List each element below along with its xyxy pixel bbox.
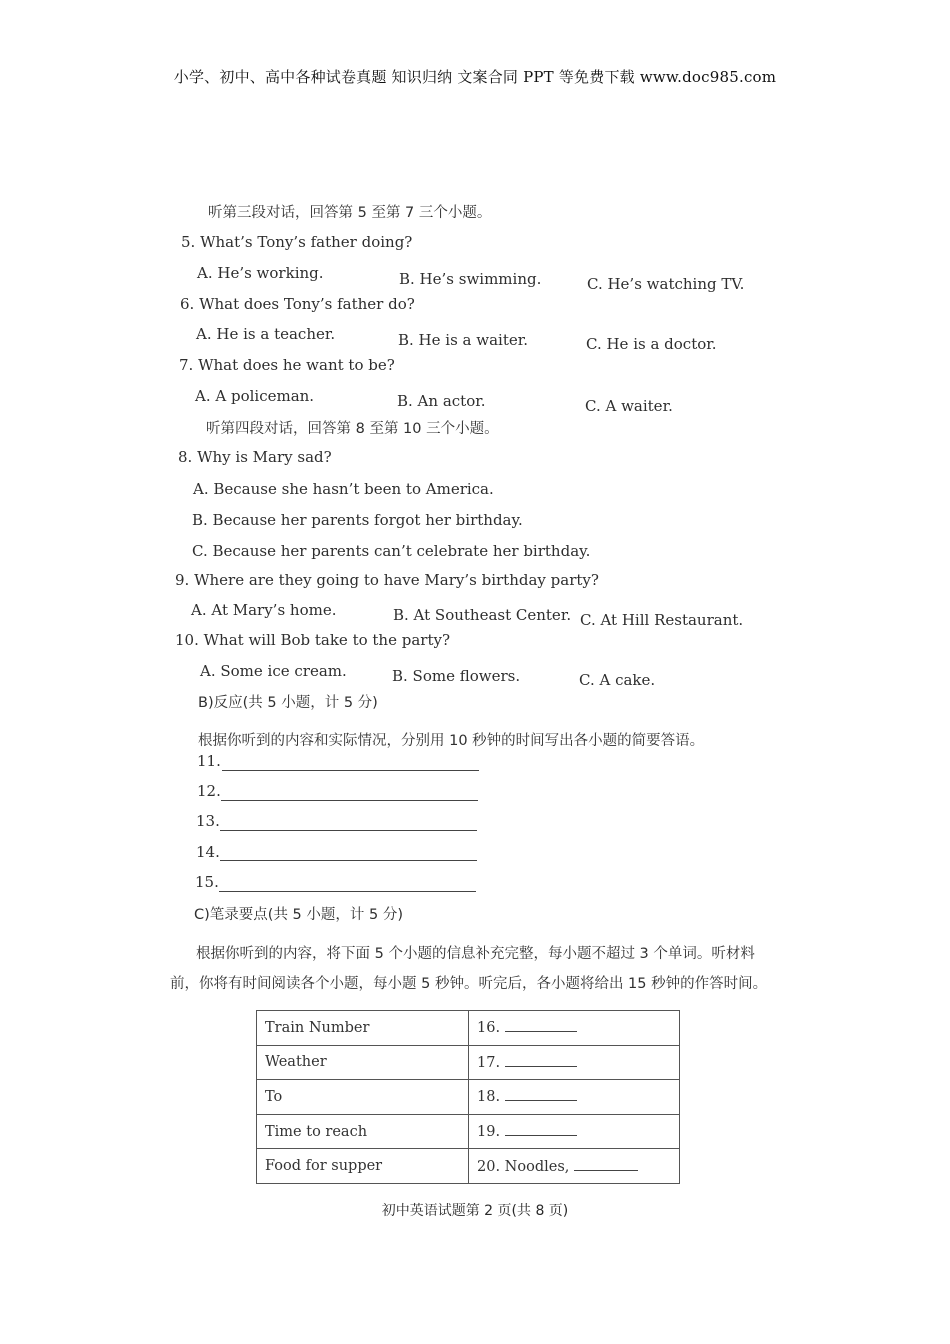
section-a4-intro: 听第四段对话，回答第 8 至第 10 三个小题。 <box>206 421 499 437</box>
row-label: To <box>257 1080 469 1115</box>
answer-number-15: 15. <box>195 873 219 891</box>
row-answer-cell[interactable] <box>469 1080 680 1115</box>
section-a3-intro: 听第三段对话，回答第 5 至第 7 三个小题。 <box>208 205 492 221</box>
question-9: 9. Where are they going to have Mary’s birthday party? <box>175 571 599 589</box>
answer-blank[interactable] <box>505 1019 577 1032</box>
q6-option-c: C. He is a doctor. <box>586 335 717 353</box>
table-row <box>257 1114 680 1149</box>
question-10: 10. What will Bob take to the party? <box>175 631 450 649</box>
section-c-instruction-2: 前，你将有时间阅读各个小题，每小题 5 秒钟。听完后，各小题将给出 15 秒钟的作答时间。 <box>170 976 768 992</box>
answer-blank[interactable] <box>505 1123 577 1136</box>
note-table <box>256 1010 680 1184</box>
answer-line-12[interactable] <box>221 800 478 801</box>
answer-blank[interactable] <box>505 1088 577 1101</box>
page-footer: 初中英语试题第 2 页(共 8 页) <box>381 1203 569 1219</box>
row-label: Weather <box>257 1045 469 1080</box>
question-5: 5. What’s Tony’s father doing? <box>181 233 413 251</box>
q9-option-a: A. At Mary’s home. <box>191 601 337 619</box>
section-c-title: C)笔录要点(共 5 小题，计 5 分) <box>194 907 403 923</box>
site-header: 小学、初中、高中各种试卷真题 知识归纳 文案合同 PPT 等免费下载 www.doc985.com <box>173 68 777 86</box>
row-number: 18. <box>477 1089 501 1106</box>
q7-option-c: C. A waiter. <box>585 397 673 415</box>
answer-line-15[interactable] <box>219 891 476 892</box>
answer-line-11[interactable] <box>222 770 479 771</box>
row-answer-cell[interactable] <box>469 1114 680 1149</box>
question-7: 7. What does he want to be? <box>179 356 395 374</box>
q6-option-b: B. He is a waiter. <box>398 331 529 349</box>
row-answer-cell[interactable] <box>469 1149 680 1184</box>
q5-option-a: A. He’s working. <box>197 264 324 282</box>
row-number: 20. Noodles, <box>477 1158 570 1175</box>
q8-option-a: A. Because she hasn’t been to America. <box>193 480 494 498</box>
answer-number-14: 14. <box>196 843 220 861</box>
row-answer-cell[interactable] <box>469 1045 680 1080</box>
row-label: Food for supper <box>257 1149 469 1184</box>
row-label: Time to reach <box>257 1114 469 1149</box>
q9-option-b: B. At Southeast Center. <box>393 606 572 624</box>
q7-option-a: A. A policeman. <box>195 387 315 405</box>
section-b-instruction: 根据你听到的内容和实际情况，分别用 10 秒钟的时间写出各小题的简要答语。 <box>198 733 705 749</box>
question-6: 6. What does Tony’s father do? <box>180 295 415 313</box>
section-b-title: B)反应(共 5 小题，计 5 分) <box>198 695 378 711</box>
section-c-instruction-1: 根据你听到的内容，将下面 5 个小题的信息补充完整，每小题不超过 3 个单词。听材料 <box>196 946 755 962</box>
q8-option-c: C. Because her parents can’t celebrate her birthday. <box>192 542 591 560</box>
answer-blank[interactable] <box>505 1054 577 1067</box>
row-number: 19. <box>477 1124 501 1141</box>
answer-number-11: 11. <box>197 752 221 770</box>
table-row <box>257 1011 680 1046</box>
q5-option-c: C. He’s watching TV. <box>587 275 745 293</box>
row-answer-cell[interactable] <box>469 1011 680 1046</box>
answer-line-13[interactable] <box>220 830 477 831</box>
q8-option-b: B. Because her parents forgot her birthday. <box>192 511 523 529</box>
q10-option-a: A. Some ice cream. <box>200 662 347 680</box>
answer-blank[interactable] <box>574 1158 638 1171</box>
q6-option-a: A. He is a teacher. <box>196 325 336 343</box>
table-row <box>257 1080 680 1115</box>
q10-option-b: B. Some flowers. <box>392 667 521 685</box>
answer-line-14[interactable] <box>220 860 477 861</box>
row-number: 17. <box>477 1054 501 1071</box>
answer-number-13: 13. <box>196 812 220 830</box>
row-number: 16. <box>477 1020 501 1037</box>
q9-option-c: C. At Hill Restaurant. <box>580 611 744 629</box>
q10-option-c: C. A cake. <box>579 671 656 689</box>
question-8: 8. Why is Mary sad? <box>178 448 332 466</box>
q7-option-b: B. An actor. <box>397 392 486 410</box>
answer-number-12: 12. <box>197 782 221 800</box>
q5-option-b: B. He’s swimming. <box>399 270 542 288</box>
table-row <box>257 1149 680 1184</box>
row-label: Train Number <box>257 1011 469 1046</box>
table-row <box>257 1045 680 1080</box>
